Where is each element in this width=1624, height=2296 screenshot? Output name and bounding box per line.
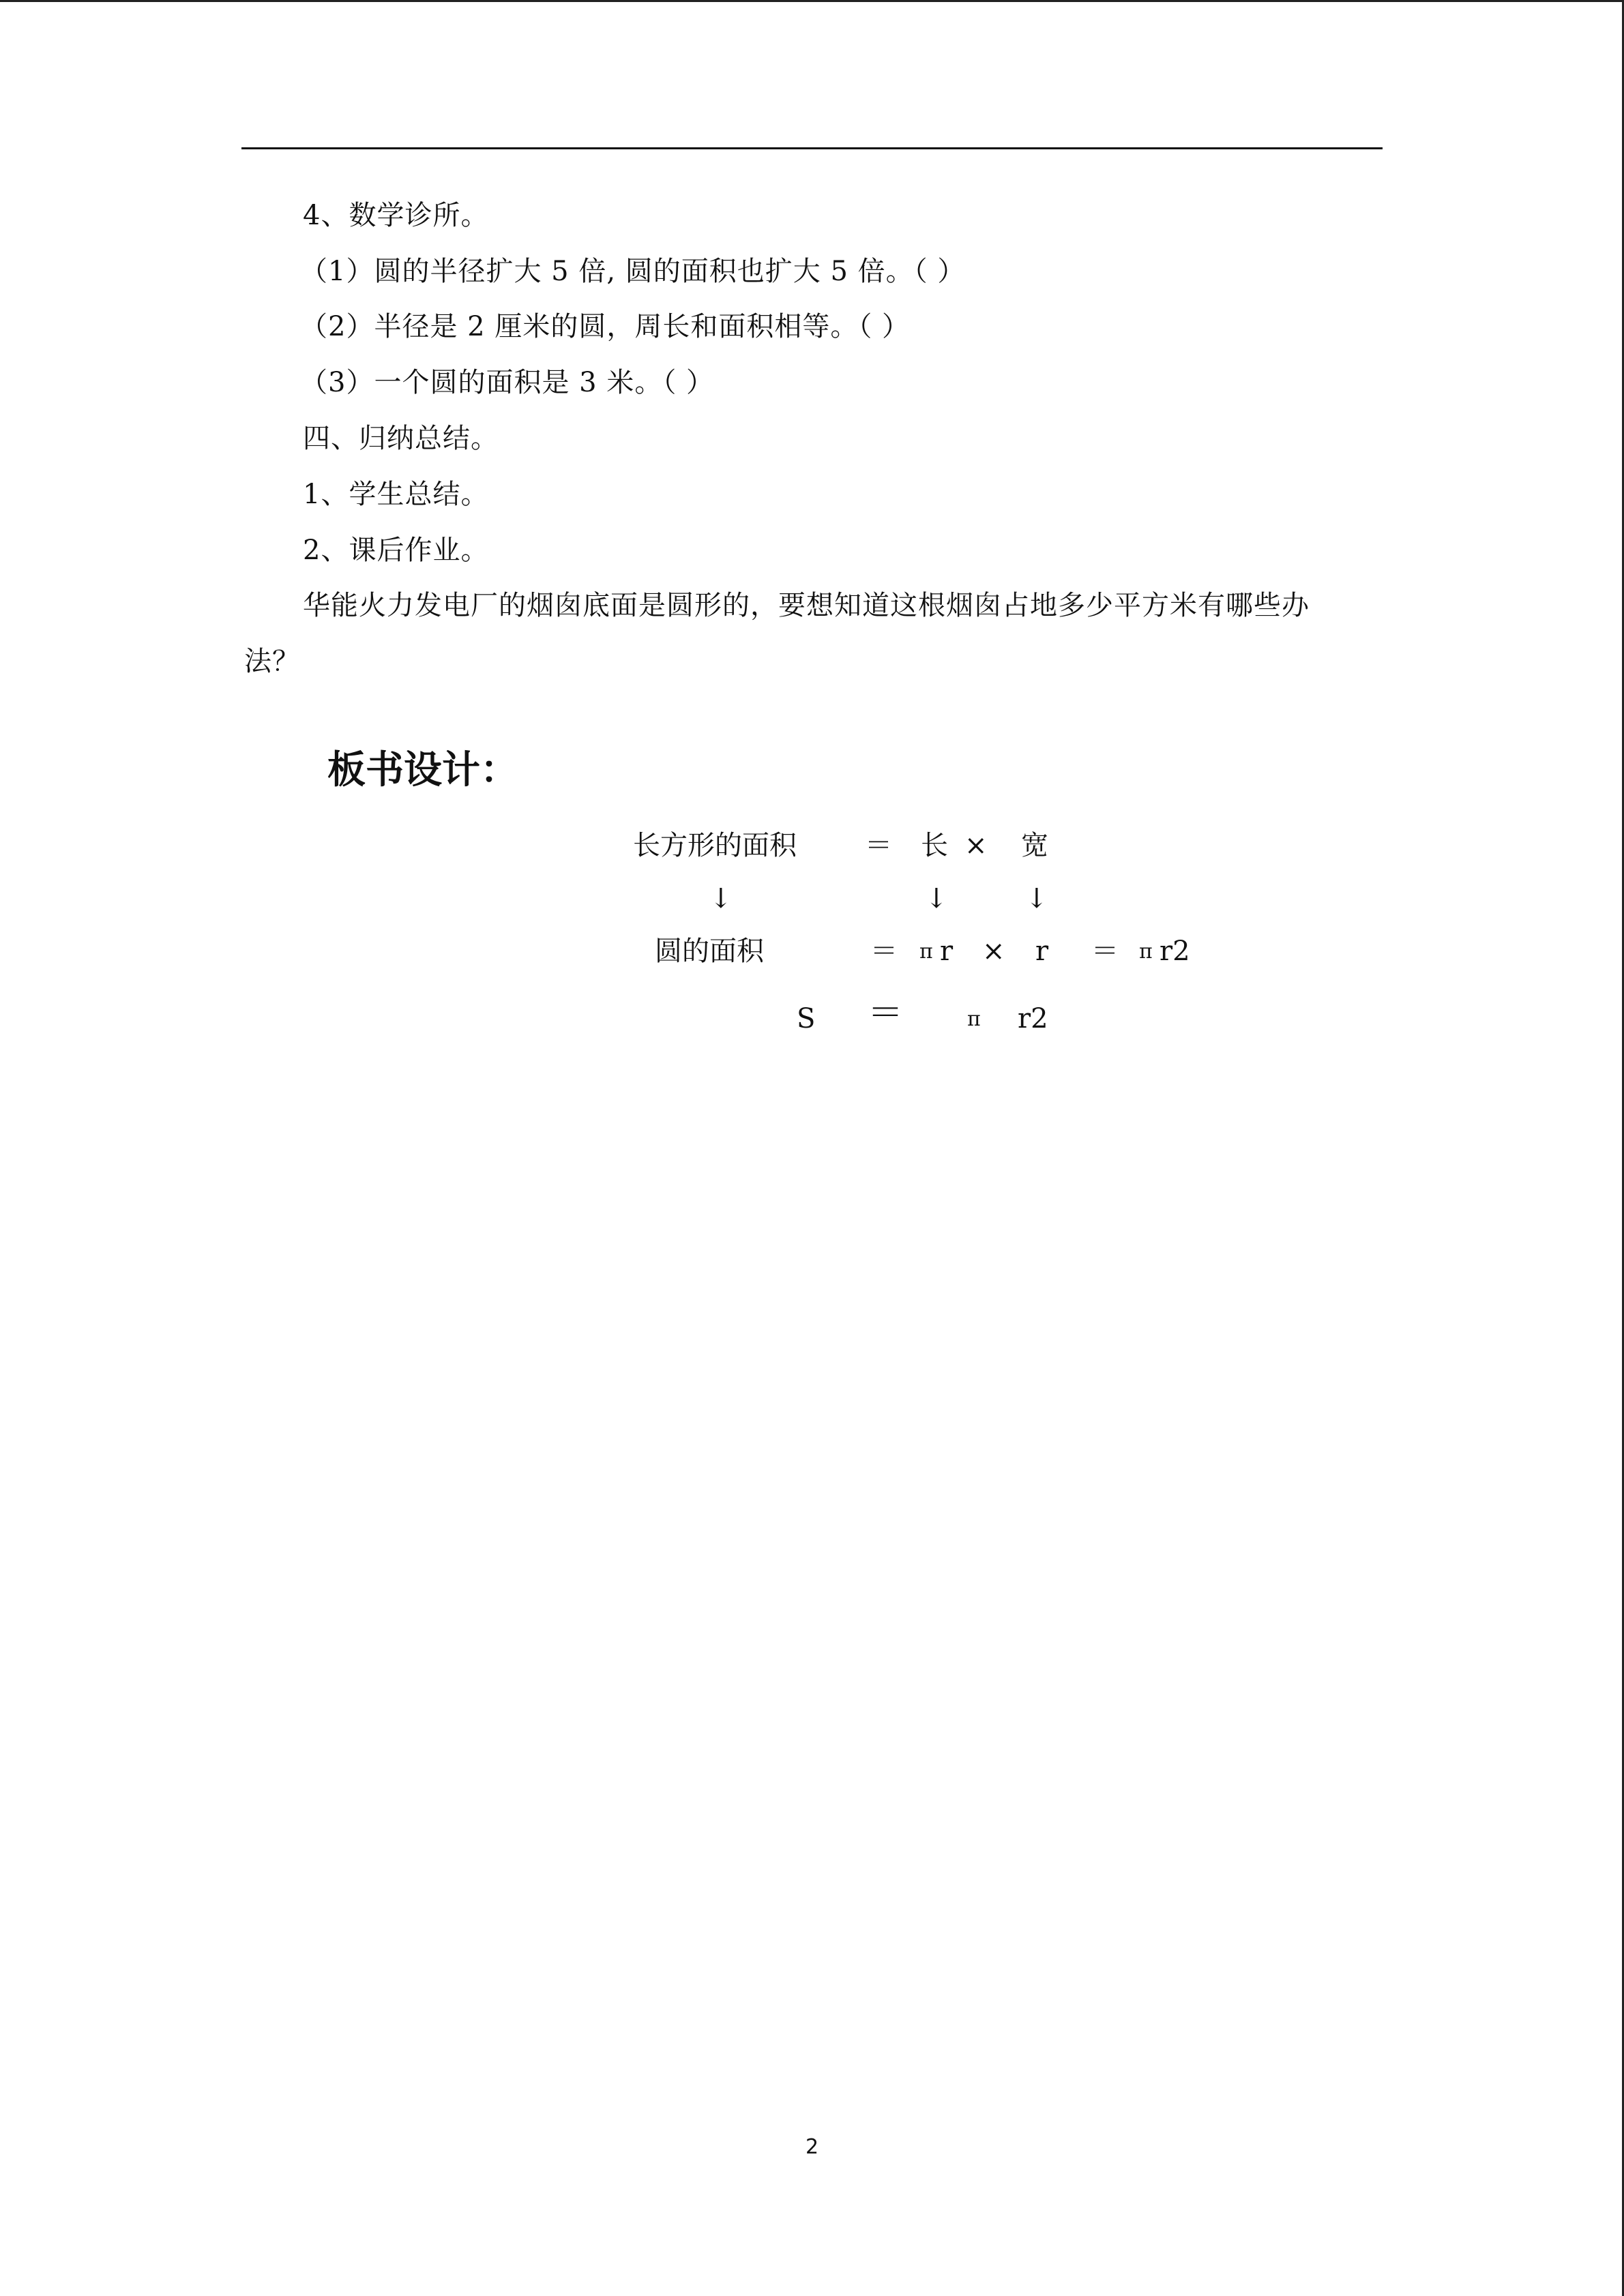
- board-row3-s: S: [797, 1003, 816, 1034]
- board-arrow-2: ↓: [925, 883, 948, 914]
- summary-item-2: 2、课后作业。: [303, 535, 489, 566]
- exercise-item-2: （2）半径是 2 厘米的圆，周长和面积相等。（ ）: [300, 311, 911, 342]
- board-row2-r: r: [940, 936, 954, 967]
- homework-text-line-1: 华能火力发电厂的烟囱底面是圆形的，要想知道这根烟囱占地多少平方米有哪些办: [303, 590, 1310, 621]
- board-row2-r-squared: r2: [1160, 936, 1190, 967]
- summary-item-1: 1、学生总结。: [303, 479, 489, 510]
- exercise-heading: 4、数学诊所。: [303, 200, 489, 231]
- board-row3-r-squared: r2: [1018, 1003, 1048, 1034]
- board-title: 板书设计：: [327, 748, 518, 792]
- summary-heading: 四、归纳总结。: [303, 423, 499, 454]
- board-row1-times: ×: [964, 830, 988, 861]
- board-row1-length: 长: [921, 830, 948, 861]
- board-row1-width: 宽: [1021, 830, 1048, 861]
- board-row2-pi: π: [919, 940, 933, 964]
- exercise-item-3: （3）一个圆的面积是 3 米。（ ）: [300, 367, 715, 398]
- board-row2-label: 圆的面积: [655, 936, 764, 967]
- board-row3-equals: ＝: [868, 993, 904, 1034]
- board-row2-equals: ＝: [870, 936, 898, 967]
- board-row2-equals-2: ＝: [1091, 936, 1119, 967]
- board-row2-r-second: r: [1035, 936, 1049, 967]
- board-arrow-3: ↓: [1025, 883, 1048, 914]
- board-row2-pi-2: π: [1139, 940, 1153, 964]
- header-rule: [241, 147, 1383, 149]
- board-row2-times: ×: [982, 936, 1005, 967]
- board-row1-label: 长方形的面积: [633, 830, 797, 861]
- page-number: 2: [806, 2135, 819, 2159]
- board-arrow-1: ↓: [709, 883, 733, 914]
- homework-text-line-2: 法？: [244, 646, 300, 677]
- board-row1-equals: ＝: [865, 830, 892, 861]
- exercise-item-1: （1）圆的半径扩大 5 倍, 圆的面积也扩大 5 倍。（ ）: [300, 256, 966, 287]
- board-row3-pi: π: [967, 1007, 981, 1031]
